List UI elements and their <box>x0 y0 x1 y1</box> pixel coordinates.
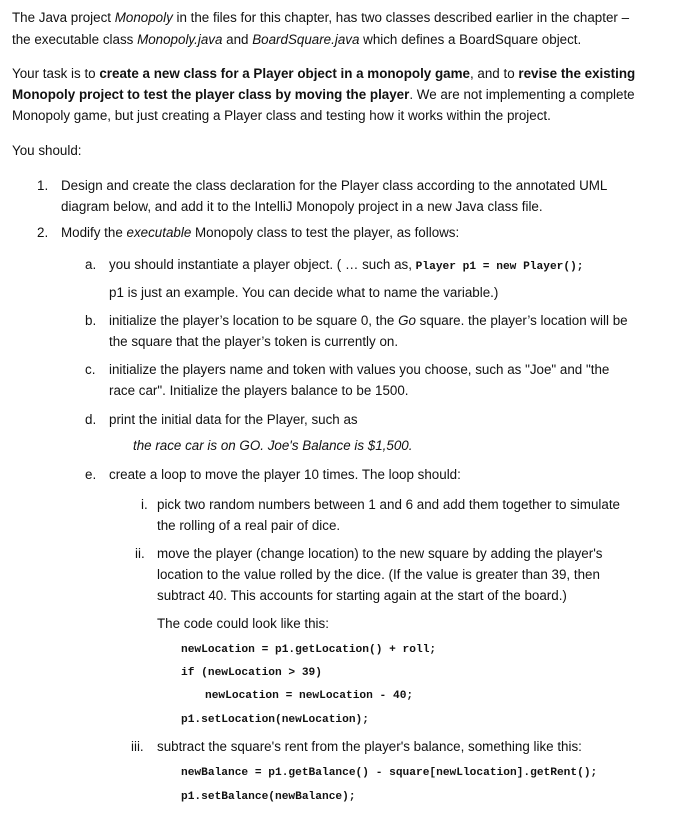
code-line-3: newLocation = newLocation - 40; <box>205 690 414 702</box>
code-line-4: p1.setLocation(newLocation); <box>181 714 369 726</box>
item-a-line-2: p1 is just an example. You can decide what to name the variable.) <box>109 285 499 300</box>
code-line-5: newBalance = p1.getBalance() - square[newLlocation].getRent(); <box>181 767 598 779</box>
file-name: Monopoly.java <box>137 32 223 47</box>
item-iii-numeral: iii. <box>131 739 144 754</box>
text: Monopoly class to test the player, as follows: <box>191 225 460 240</box>
emphasis: Monopoly project to test the player class by moving the player <box>12 87 410 102</box>
item-iii-line-1: subtract the square's rent from the player's balance, something like this: <box>157 739 582 754</box>
item-ii-numeral: ii. <box>135 546 145 561</box>
code-snippet: Player p1 = new Player(); <box>415 261 584 273</box>
item-a-line-1 <box>109 255 584 277</box>
text: which defines a BoardSquare object. <box>359 32 582 47</box>
item-d-line-1: print the initial data for the Player, such as <box>109 412 358 427</box>
task-line-2 <box>12 85 635 105</box>
emphasis: revise the existing <box>518 66 636 81</box>
step-1-number: 1. <box>37 178 49 193</box>
item-d-example: the race car is on GO. Joe's Balance is $1,500. <box>133 438 413 453</box>
item-e-letter: e. <box>85 467 97 482</box>
task-line-1 <box>12 64 635 84</box>
item-i-numeral: i. <box>141 497 148 512</box>
text: and <box>222 32 253 47</box>
item-i-line-1: pick two random numbers between 1 and 6 and add them together to simulate <box>157 497 620 512</box>
item-e-line-1: create a loop to move the player 10 times. The loop should: <box>109 467 461 482</box>
code-line-6: p1.setBalance(newBalance); <box>181 791 356 803</box>
item-ii-line-1: move the player (change location) to the new square by adding the player's <box>157 546 603 561</box>
text: in the files for this chapter, has two classes described earlier in the chapter – <box>172 10 630 25</box>
code-line-2: if (newLocation > 39) <box>181 667 322 679</box>
emphasis: Go <box>398 313 416 328</box>
task-line-3: Monopoly game, but just creating a Player class and testing how it works within the project. <box>12 108 551 123</box>
intro-line-1 <box>12 8 629 28</box>
item-b-letter: b. <box>85 313 97 328</box>
text: Your task is to <box>12 66 100 81</box>
code-line-1: newLocation = p1.getLocation() + roll; <box>181 644 437 656</box>
text: you should instantiate a player object. ( … such as, <box>109 257 416 272</box>
emphasis: create a new class for a Player object in a monopoly game <box>99 66 470 81</box>
text: square. the player’s location will be <box>415 313 628 328</box>
step-1-line-2: diagram below, and add it to the IntelliJ Monopoly project in a new Java class file. <box>61 199 543 214</box>
item-c-letter: c. <box>85 362 96 377</box>
item-c-line-1: initialize the players name and token with values you choose, such as "Joe" and "the <box>109 362 610 377</box>
text: The Java project <box>12 10 115 25</box>
item-i-line-2: the rolling of a real pair of dice. <box>157 518 341 533</box>
text: Modify the <box>61 225 127 240</box>
item-b-line-2: the square that the player’s token is currently on. <box>109 334 399 349</box>
item-c-line-2: race car". Initialize the players balance to be 1500. <box>109 383 409 398</box>
project-name: Monopoly <box>114 10 173 25</box>
you-should-heading: You should: <box>12 143 82 158</box>
file-name: BoardSquare.java <box>252 32 360 47</box>
text: , and to <box>469 66 519 81</box>
text: initialize the player’s location to be square 0, the <box>109 313 399 328</box>
item-ii-line-4: The code could look like this: <box>157 616 329 631</box>
intro-line-2 <box>12 30 581 50</box>
item-a-letter: a. <box>85 257 97 272</box>
emphasis: executable <box>126 225 192 240</box>
text: the executable class <box>12 32 138 47</box>
item-ii-line-3: subtract 40. This accounts for starting again at the start of the board.) <box>157 588 567 603</box>
item-b-line-1 <box>109 311 628 331</box>
step-2-number: 2. <box>37 225 49 240</box>
step-2-line-1 <box>61 223 459 243</box>
step-1-line-1: Design and create the class declaration for the Player class according to the annotated UML <box>61 178 608 193</box>
text: . We are not implementing a complete <box>409 87 635 102</box>
item-d-letter: d. <box>85 412 97 427</box>
item-ii-line-2: location to the value rolled by the dice. (If the value is greater than 39, then <box>157 567 600 582</box>
